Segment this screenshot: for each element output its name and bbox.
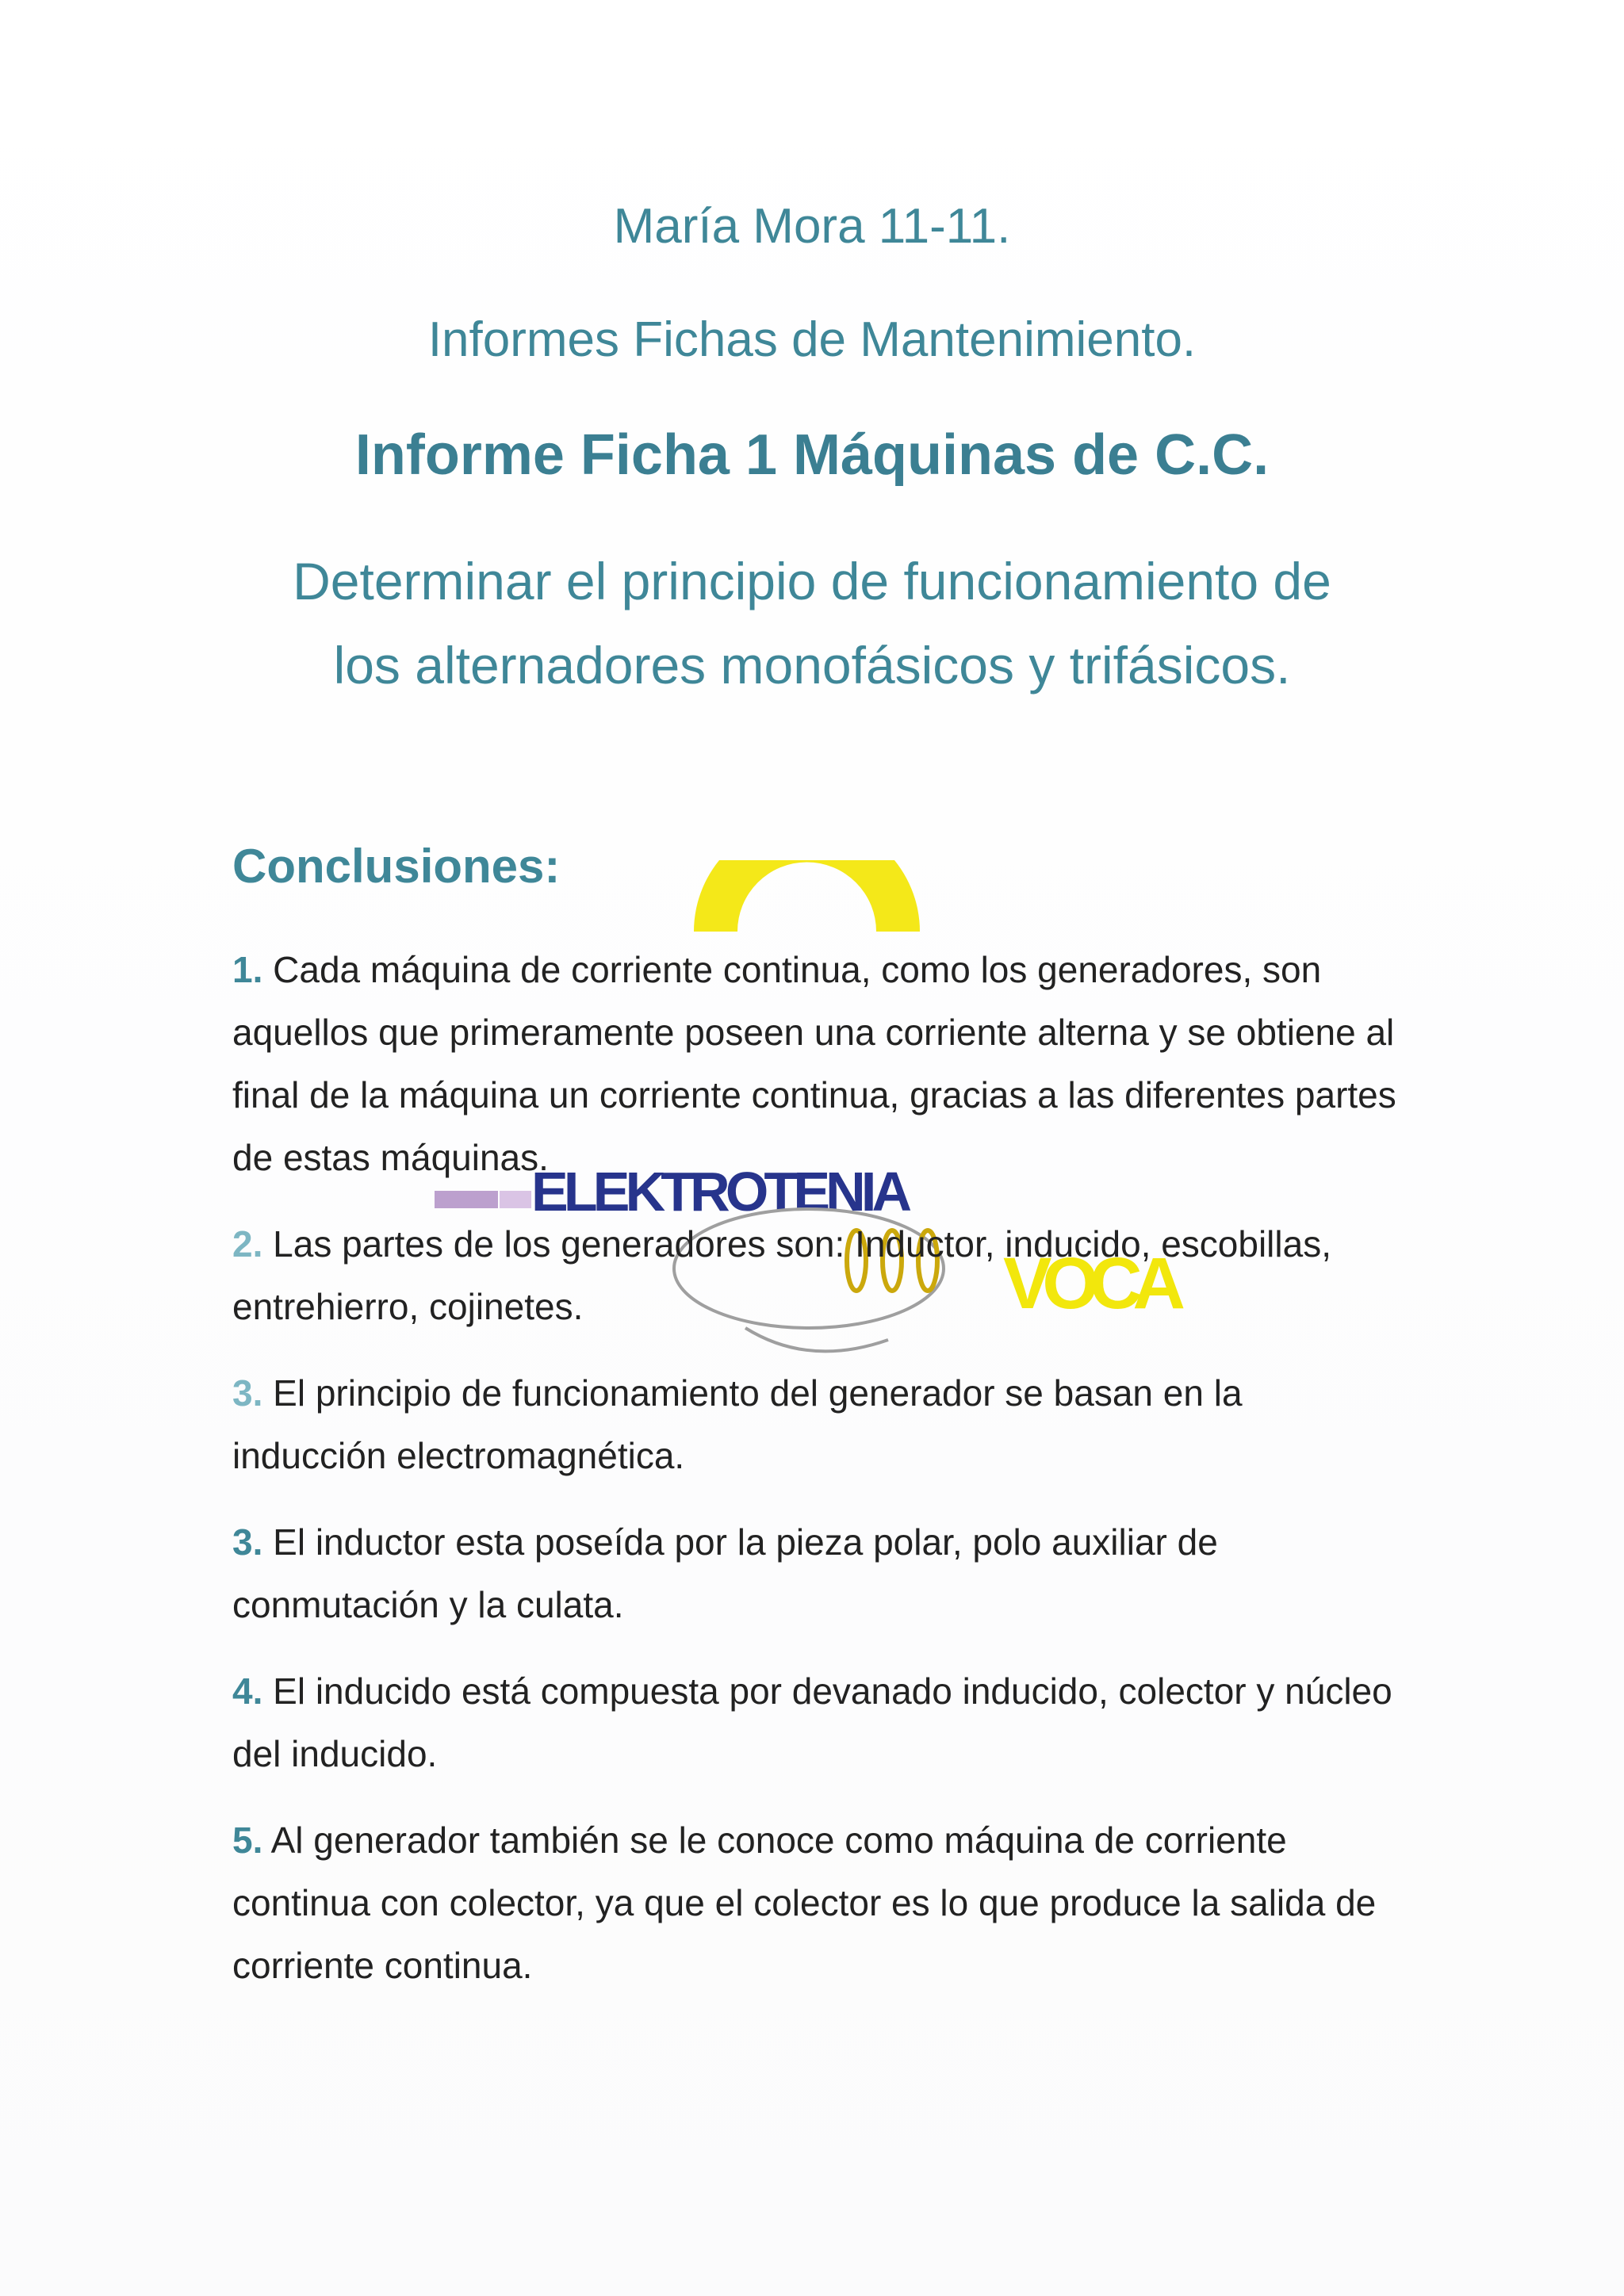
- objective-line-2: los alternadores monofásicos y trifásicos.: [333, 636, 1291, 695]
- conclusion-item-3a: [232, 1362, 1406, 1487]
- item-text: El inductor esta poseída por la pieza polar, polo auxiliar de conmutación y la culata.: [232, 1521, 1218, 1625]
- conclusions-heading: Conclusiones:: [232, 840, 561, 893]
- item-number: 1.: [232, 949, 263, 990]
- conclusions-list: [232, 939, 1406, 2021]
- item-number: 5.: [232, 1820, 263, 1861]
- objective-line-1: Determinar el principio de funcionamiento de: [293, 552, 1331, 610]
- objective-block: [0, 539, 1624, 707]
- item-text: El principio de funcionamiento del generador se basan en la inducción electromagnética.: [232, 1372, 1243, 1476]
- item-text: El inducido está compuesta por devanado inducido, colector y núcleo del inducido.: [232, 1670, 1392, 1774]
- document-title: Informe Ficha 1 Máquinas de C.C.: [354, 423, 1270, 487]
- conclusion-item-2: [232, 1213, 1406, 1338]
- watermark-voca-text: VOCA: [1003, 1243, 1185, 1324]
- conclusion-item-5: [232, 1809, 1406, 1997]
- item-text: Las partes de los generadores son: Inductor, inducido, escobillas, entrehierro, cojinetes.: [232, 1223, 1331, 1327]
- conclusion-item-3b: [232, 1511, 1406, 1636]
- item-number: 2.: [232, 1223, 263, 1265]
- item-number: 3.: [232, 1372, 263, 1414]
- document-subtitle: Informes Fichas de Mantenimiento.: [427, 312, 1197, 367]
- item-text: Al generador también se le conoce como máquina de corriente continua con colector, ya que el colector es lo que produce la salida de corriente continua.: [232, 1820, 1377, 1986]
- item-text: Cada máquina de corriente continua, como los generadores, son aquellos que primeramente poseen una corriente alterna y se obtiene al final de la máquina un corriente continua, gracias a las diferentes partes de estas máquinas.: [232, 949, 1396, 1178]
- item-number: 3.: [232, 1521, 263, 1563]
- conclusion-item-4: [232, 1660, 1406, 1785]
- item-number: 4.: [232, 1670, 263, 1712]
- watermark-title-text: ELEKTROTENIA: [531, 1161, 912, 1223]
- conclusion-item-1: [232, 939, 1406, 1189]
- author-line: María Mora 11-11.: [613, 199, 1011, 254]
